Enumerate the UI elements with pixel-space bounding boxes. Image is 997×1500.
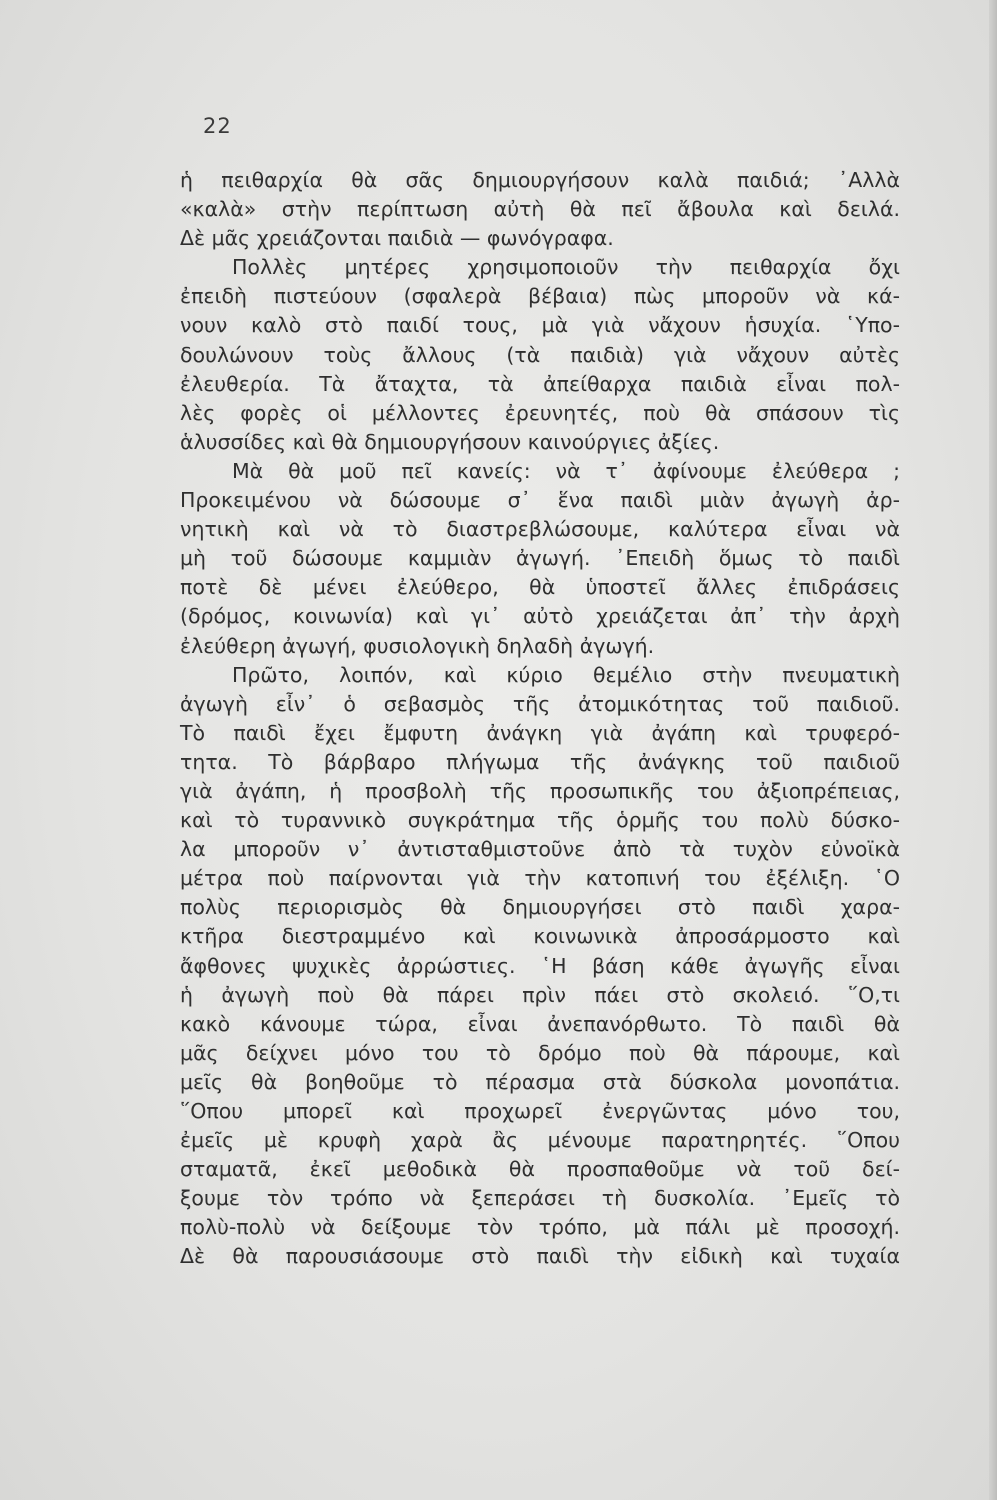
text-line: Δὲ μᾶς χρειάζονται παιδιὰ — φωνόγραφα. [180,226,614,251]
page-edge-shadow [989,0,997,1500]
text-line: λα μποροῦν ν᾿ ἀντισταθμιστοῦνε ἀπὸ τὰ τυχὸν εὐνοϊκὰ [180,837,900,862]
text-line: καὶ τὸ τυραννικὸ συγκράτημα τῆς ὁρμῆς του πολὺ δύσκο- [180,808,900,833]
text-line: μὴ τοῦ δώσουμε καμμιὰν ἀγωγή. ᾿Επειδὴ ὅμως τὸ παιδὶ [180,546,900,571]
text-line: νουν καλὸ στὸ παιδί τους, μὰ γιὰ νἄχουν ἡσυχία. ῾Υπο- [180,313,900,338]
text-line: ἐλεύθερη ἀγωγή, φυσιολογικὴ δηλαδὴ ἀγωγή. [180,633,655,658]
text-line: ἡ πειθαρχία θὰ σᾶς δημιουργήσουν καλὰ παιδιά; ᾿Αλλὰ [180,168,900,192]
text-line: τητα. Τὸ βάρβαρο πλήγωμα τῆς ἀνάγκης τοῦ παιδιοῦ [180,749,900,774]
page-number: 22 [203,114,232,138]
text-line: πολὺ-πολὺ νὰ δείξουμε τὸν τρόπο, μὰ πάλι μὲ προσοχή. [180,1215,900,1240]
text-line: γιὰ ἀγάπη, ἡ προσβολὴ τῆς προσωπικῆς του ἀξιοπρέπειας, [180,778,900,803]
body-text [180,166,900,1272]
text-line: Δὲ θὰ παρουσιάσουμε στὸ παιδὶ τὴν εἰδικὴ καὶ τυχαία [180,1244,900,1269]
text-line: Πρῶτο, λοιπόν, καὶ κύριο θεμέλιο στὴν πνευματικὴ [232,662,900,687]
text-line: ξουμε τὸν τρόπο νὰ ξεπεράσει τὴ δυσκολία. ᾿Εμεῖς τὸ [180,1186,900,1211]
text-line: ἐμεῖς μὲ κρυφὴ χαρὰ ἂς μένουμε παρατηρητές. ῞Οπου [180,1128,900,1153]
text-line: ἀγωγὴ εἶν᾿ ὁ σεβασμὸς τῆς ἀτομικότητας τοῦ παιδιοῦ. [180,691,900,716]
text-line: κακὸ κάνουμε τώρα, εἶναι ἀνεπανόρθωτο. Τὸ παιδὶ θὰ [180,1011,900,1036]
text-line: (δρόμος, κοινωνία) καὶ γι᾿ αὐτὸ χρειάζεται ἀπ᾿ τὴν ἀρχὴ [180,604,900,629]
text-line: σταματᾶ, ἐκεῖ μεθοδικὰ θὰ προσπαθοῦμε νὰ τοῦ δεί- [180,1157,900,1182]
text-line: κτῆρα διεστραμμένο καὶ κοινωνικὰ ἀπροσάρμοστο καὶ [180,924,900,949]
text-line: «καλὰ» στὴν περίπτωση αὐτὴ θὰ πεῖ ἄβουλα καὶ δειλά. [180,197,900,222]
text-line: μέτρα ποὺ παίρνονται γιὰ τὴν κατοπινή του ἐξέλιξη. ῾Ο [180,866,900,891]
text-line: μᾶς δείχνει μόνο του τὸ δρόμο ποὺ θὰ πάρουμε, καὶ [180,1040,900,1065]
text-line: ἐπειδὴ πιστεύουν (σφαλερὰ βέβαια) πὼς μποροῦν νὰ κά- [180,284,900,309]
text-line: πολὺς περιορισμὸς θὰ δημιουργήσει στὸ παιδὶ χαρα- [180,895,900,920]
text-line: ῞Οπου μπορεῖ καὶ προχωρεῖ ἐνεργῶντας μόνο του, [180,1099,900,1123]
text-line: Τὸ παιδὶ ἔχει ἔμφυτη ἀνάγκη γιὰ ἀγάπη καὶ τρυφερό- [180,720,900,745]
text-line: Μὰ θὰ μοῦ πεῖ κανείς: νὰ τ᾿ ἀφίνουμε ἐλεύθερα ; [232,458,900,483]
text-line: ἡ ἀγωγὴ ποὺ θὰ πάρει πρὶν πάει στὸ σκολειό. ῞Ο,τι [180,982,900,1007]
text-line: ἁλυσσίδες καὶ θὰ δημιουργήσουν καινούργιες ἀξίες. [180,429,720,454]
text-line: ἄφθονες ψυχικὲς ἀρρώστιες. ῾Η βάση κάθε ἀγωγῆς εἶναι [180,953,900,978]
text-line: λὲς φορὲς οἱ μέλλοντες ἐρευνητές, ποὺ θὰ σπάσουν τὶς [180,400,900,425]
text-line: Πολλὲς μητέρες χρησιμοποιοῦν τὴν πειθαρχία ὄχι [232,255,900,280]
text-line: ποτὲ δὲ μένει ἐλεύθερο, θὰ ὑποστεῖ ἄλλες ἐπιδράσεις [180,575,900,600]
text-line: μεῖς θὰ βοηθοῦμε τὸ πέρασμα στὰ δύσκολα μονοπάτια. [180,1069,900,1094]
text-line: ἐλευθερία. Τὰ ἄταχτα, τὰ ἀπείθαρχα παιδιὰ εἶναι πολ- [180,371,900,396]
text-line: δουλώνουν τοὺς ἄλλους (τὰ παιδιὰ) γιὰ νἄχουν αὐτὲς [180,342,900,367]
text-line: νητικὴ καὶ νὰ τὸ διαστρεβλώσουμε, καλύτερα εἶναι νὰ [180,517,900,542]
text-line: Προκειμένου νὰ δώσουμε σ᾿ ἕνα παιδὶ μιὰν ἀγωγὴ ἀρ- [180,488,900,513]
